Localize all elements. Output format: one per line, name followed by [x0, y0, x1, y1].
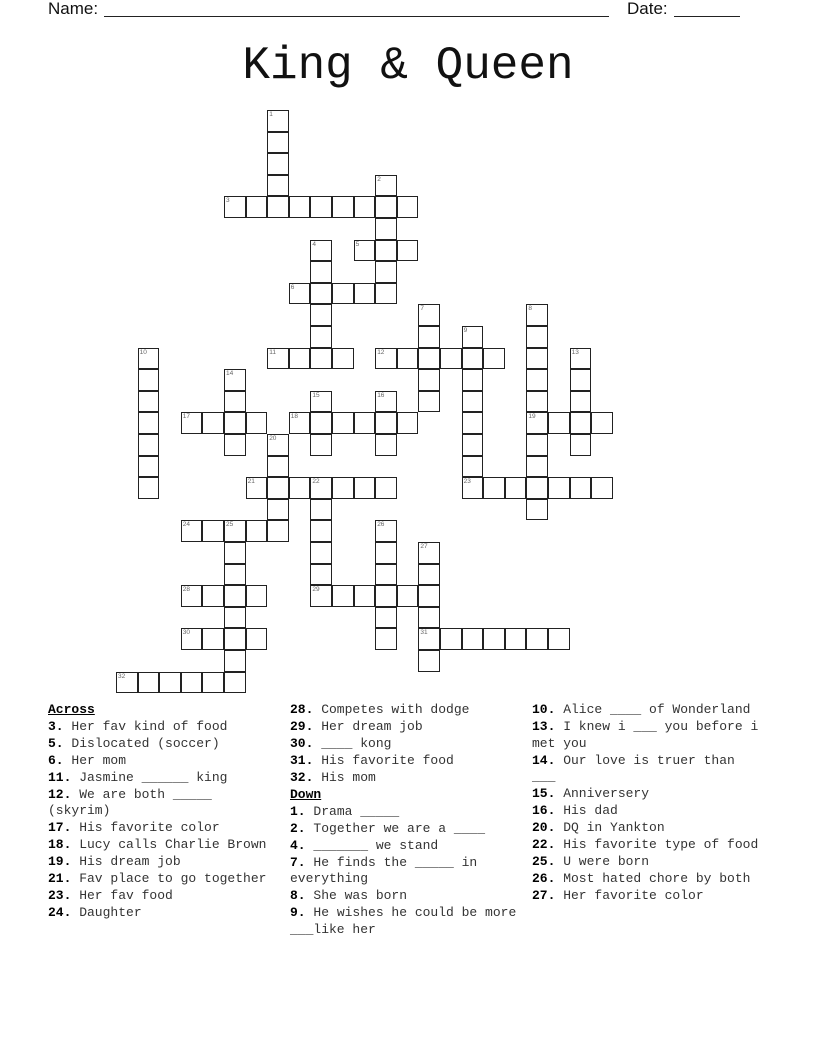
- grid-cell[interactable]: [375, 175, 397, 197]
- grid-cell[interactable]: [526, 348, 548, 370]
- clue-number: 29.: [290, 719, 314, 734]
- grid-cell[interactable]: [289, 348, 311, 370]
- grid-cell[interactable]: [570, 477, 592, 499]
- grid-cell[interactable]: [224, 672, 246, 694]
- grid-cell[interactable]: [224, 628, 246, 650]
- clue-number: 12: [377, 348, 385, 356]
- grid-cell[interactable]: [591, 412, 613, 434]
- grid-cell[interactable]: [224, 520, 246, 542]
- grid-cell[interactable]: [310, 261, 332, 283]
- grid-cell[interactable]: [332, 196, 354, 218]
- clue-number: 19.: [48, 854, 72, 869]
- grid-cell[interactable]: [570, 348, 592, 370]
- grid-cell[interactable]: [483, 348, 505, 370]
- grid-cell[interactable]: [505, 628, 527, 650]
- grid-cell[interactable]: [332, 283, 354, 305]
- grid-cell[interactable]: [418, 585, 440, 607]
- grid-cell[interactable]: [418, 564, 440, 586]
- grid-cell[interactable]: [375, 477, 397, 499]
- grid-cell[interactable]: [526, 369, 548, 391]
- grid-cell[interactable]: [224, 434, 246, 456]
- grid-cell[interactable]: [181, 585, 203, 607]
- grid-cell[interactable]: [354, 240, 376, 262]
- grid-cell[interactable]: [246, 585, 268, 607]
- clue-number: 13: [571, 348, 579, 356]
- clue-across-31: [290, 753, 522, 770]
- grid-cell[interactable]: [375, 628, 397, 650]
- clue-number: 31: [420, 629, 428, 637]
- clue-number: 11.: [48, 769, 72, 785]
- clue-number: 8: [528, 305, 533, 313]
- clue-number: 30.: [290, 736, 314, 751]
- grid-cell[interactable]: [332, 477, 354, 499]
- grid-cell[interactable]: [526, 499, 548, 521]
- grid-cell[interactable]: [224, 196, 246, 218]
- clue-across-12: [48, 787, 280, 820]
- clue-down-15: [532, 786, 764, 803]
- clue-number: 10: [139, 348, 147, 356]
- grid-cell[interactable]: [440, 628, 462, 650]
- clue-number: 19: [528, 413, 536, 421]
- clue-number: 18.: [48, 837, 72, 852]
- grid-cell[interactable]: [224, 607, 246, 629]
- clue-text: His favorite food: [313, 753, 454, 768]
- grid-cell[interactable]: [224, 542, 246, 564]
- clue-number: 4: [312, 240, 317, 248]
- clue-text: Her fav kind of food: [63, 718, 228, 734]
- clue-number: 24: [182, 521, 191, 529]
- grid-cell[interactable]: [418, 650, 440, 672]
- grid-cell[interactable]: [310, 283, 332, 305]
- grid-cell[interactable]: [354, 477, 376, 499]
- grid-cell[interactable]: [202, 585, 224, 607]
- clue-text: His favorite color: [71, 820, 220, 835]
- clue-text: He finds the _____ in everything: [290, 854, 478, 886]
- clue-number: 27: [420, 543, 428, 550]
- grid-cell[interactable]: [354, 585, 376, 607]
- clue-number: 1: [269, 111, 273, 118]
- clue-number: 30: [182, 629, 191, 637]
- grid-cell[interactable]: [548, 412, 570, 434]
- grid-cell[interactable]: [526, 434, 548, 456]
- grid-cell[interactable]: [267, 196, 289, 218]
- grid-cell[interactable]: [354, 283, 376, 305]
- clue-number: 21: [247, 478, 255, 486]
- grid-cell[interactable]: [202, 672, 224, 694]
- clues-column-2: [290, 702, 522, 939]
- grid-cell[interactable]: [246, 412, 268, 434]
- grid-cell[interactable]: [138, 672, 160, 694]
- grid-cell[interactable]: [310, 391, 332, 413]
- grid-cell[interactable]: [267, 132, 289, 154]
- clue-text: His favorite type of food: [555, 837, 759, 852]
- grid-cell[interactable]: [246, 520, 268, 542]
- clue-text: ____ kong: [313, 736, 392, 751]
- clue-number: 9.: [290, 905, 306, 920]
- grid-cell[interactable]: [462, 456, 484, 478]
- grid-cell[interactable]: [310, 542, 332, 564]
- clue-number: 16.: [532, 803, 556, 818]
- grid-cell[interactable]: [310, 499, 332, 521]
- clue-number: 13.: [532, 719, 556, 734]
- down-heading: Down: [290, 787, 322, 802]
- grid-cell[interactable]: [246, 477, 268, 499]
- clue-down-8: [290, 888, 522, 905]
- clue-text: Alice ____ of Wonderland: [555, 702, 751, 717]
- clue-number: 25: [226, 521, 234, 529]
- clue-number: 28: [182, 586, 191, 594]
- grid-cell[interactable]: [310, 304, 332, 326]
- clue-number: 6: [290, 283, 295, 291]
- clue-across-5: [48, 736, 280, 753]
- clue-number: 21.: [48, 871, 72, 886]
- grid-cell[interactable]: [462, 412, 484, 434]
- grid-cell[interactable]: [375, 412, 397, 434]
- grid-cell[interactable]: [138, 434, 160, 456]
- grid-cell[interactable]: [375, 283, 397, 305]
- grid-cell[interactable]: [375, 218, 397, 240]
- grid-cell[interactable]: [483, 628, 505, 650]
- grid-cell[interactable]: [138, 391, 160, 413]
- clues-column-3: [532, 702, 764, 905]
- grid-cell[interactable]: [375, 348, 397, 370]
- grid-cell[interactable]: [159, 672, 181, 694]
- grid-cell[interactable]: [354, 196, 376, 218]
- grid-cell[interactable]: [267, 175, 289, 197]
- clue-down-16: [532, 803, 764, 820]
- grid-cell[interactable]: [224, 369, 246, 391]
- clue-down-25: [532, 854, 764, 871]
- grid-cell[interactable]: [505, 477, 527, 499]
- clue-across-30: [290, 736, 522, 753]
- grid-cell[interactable]: [138, 456, 160, 478]
- clue-number: 9: [463, 327, 468, 334]
- crossword-grid: [116, 110, 636, 700]
- clue-across-23: [48, 888, 280, 905]
- clue-across-29: [290, 719, 522, 736]
- grid-cell[interactable]: [310, 412, 332, 434]
- clue-down-10: [532, 702, 764, 719]
- grid-cell[interactable]: [224, 585, 246, 607]
- grid-cell[interactable]: [570, 434, 592, 456]
- grid-cell[interactable]: [418, 628, 440, 650]
- grid-cell[interactable]: [526, 456, 548, 478]
- clue-text: Our love is truer than ___: [532, 752, 735, 784]
- clue-number: 14.: [532, 752, 556, 768]
- clue-number: 32.: [290, 770, 314, 785]
- clue-across-3: [48, 719, 280, 736]
- clue-number: 20.: [532, 820, 556, 835]
- grid-cell[interactable]: [397, 196, 419, 218]
- grid-cell[interactable]: [591, 477, 613, 499]
- grid-cell[interactable]: [462, 477, 484, 499]
- grid-cell[interactable]: [310, 196, 332, 218]
- clue-number: 6.: [48, 752, 64, 768]
- clue-text: Drama _____: [305, 803, 400, 819]
- grid-cell[interactable]: [440, 348, 462, 370]
- clue-number: 10.: [532, 702, 556, 717]
- clue-across-19: [48, 854, 280, 871]
- grid-cell[interactable]: [332, 348, 354, 370]
- clue-number: 8.: [290, 888, 306, 903]
- grid-cell[interactable]: [418, 304, 440, 326]
- clue-across-28: [290, 702, 522, 719]
- across-heading: Across: [48, 702, 95, 717]
- clue-number: 18: [290, 413, 299, 421]
- clue-down-4: [290, 838, 522, 855]
- clue-number: 3.: [48, 718, 64, 734]
- grid-cell[interactable]: [570, 369, 592, 391]
- grid-cell[interactable]: [310, 564, 332, 586]
- grid-cell[interactable]: [462, 369, 484, 391]
- grid-cell[interactable]: [375, 196, 397, 218]
- grid-cell[interactable]: [397, 412, 419, 434]
- page-title: King & Queen: [242, 40, 574, 92]
- grid-cell[interactable]: [138, 348, 160, 370]
- clue-number: 26: [377, 521, 385, 529]
- clue-text: Her mom: [63, 752, 127, 768]
- clue-down-9: [290, 905, 522, 938]
- clue-number: 5.: [48, 735, 64, 751]
- clue-number: 17: [182, 413, 191, 421]
- grid-cell[interactable]: [181, 672, 203, 694]
- grid-cell[interactable]: [310, 326, 332, 348]
- grid-cell[interactable]: [224, 391, 246, 413]
- grid-cell[interactable]: [267, 434, 289, 456]
- clue-text: Daughter: [71, 905, 142, 920]
- grid-cell[interactable]: [397, 240, 419, 262]
- grid-cell[interactable]: [375, 585, 397, 607]
- grid-cell[interactable]: [526, 391, 548, 413]
- clue-across-24: [48, 905, 280, 922]
- clue-down-27: [532, 888, 764, 905]
- clue-text: Lucy calls Charlie Brown: [71, 837, 267, 852]
- date-field[interactable]: [674, 0, 740, 17]
- clue-text: Jasmine ______ king: [71, 769, 228, 785]
- grid-cell[interactable]: [289, 196, 311, 218]
- clue-number: 4.: [290, 837, 306, 853]
- grid-cell[interactable]: [375, 542, 397, 564]
- clue-number: 16: [377, 391, 385, 399]
- clue-number: 31.: [290, 753, 314, 768]
- clue-across-11: [48, 770, 280, 787]
- clue-down-2: [290, 821, 522, 838]
- clue-across-32: [290, 770, 522, 787]
- clue-number: 32: [118, 672, 126, 680]
- clues-column-1: [48, 702, 280, 922]
- grid-cell[interactable]: [354, 412, 376, 434]
- clue-number: 22: [312, 478, 320, 486]
- name-field[interactable]: [104, 0, 609, 17]
- clue-number: 22.: [532, 837, 556, 852]
- clue-text: We are both _____ (skyrim): [48, 786, 212, 818]
- clue-text: She was born: [305, 888, 408, 903]
- grid-cell[interactable]: [202, 412, 224, 434]
- name-label: Name:: [48, 0, 99, 18]
- clue-text: DQ in Yankton: [555, 820, 665, 835]
- grid-cell[interactable]: [267, 477, 289, 499]
- clue-text: _______ we stand: [305, 837, 439, 853]
- clue-number: 11: [269, 348, 276, 356]
- date-label: Date:: [627, 0, 668, 18]
- clue-number: 24.: [48, 905, 72, 920]
- clue-number: 12.: [48, 786, 72, 802]
- grid-cell[interactable]: [310, 520, 332, 542]
- grid-cell[interactable]: [289, 477, 311, 499]
- grid-cell[interactable]: [246, 196, 268, 218]
- grid-cell[interactable]: [526, 628, 548, 650]
- clue-text: Her favorite color: [555, 888, 704, 903]
- grid-cell[interactable]: [397, 348, 419, 370]
- clue-text: Together we are a ____: [305, 820, 486, 836]
- grid-cell[interactable]: [202, 520, 224, 542]
- grid-cell[interactable]: [397, 585, 419, 607]
- clue-number: 26.: [532, 871, 556, 886]
- grid-cell[interactable]: [375, 520, 397, 542]
- grid-cell[interactable]: [138, 369, 160, 391]
- clue-text: He wishes he could be more ___like her: [290, 905, 517, 937]
- clue-text: U were born: [555, 854, 650, 869]
- clue-number: 27.: [532, 888, 556, 903]
- worksheet-header: [48, 0, 748, 20]
- clue-number: 20: [269, 435, 277, 442]
- grid-cell[interactable]: [418, 542, 440, 564]
- grid-cell[interactable]: [332, 585, 354, 607]
- clue-text: His dad: [555, 803, 618, 818]
- clue-text: Competes with dodge: [313, 702, 470, 717]
- clue-text: Her fav food: [71, 888, 173, 903]
- clue-text: His mom: [313, 770, 376, 785]
- grid-cell[interactable]: [310, 240, 332, 262]
- clue-down-20: [532, 820, 764, 837]
- grid-cell[interactable]: [138, 412, 160, 434]
- grid-cell[interactable]: [375, 261, 397, 283]
- grid-cell[interactable]: [548, 477, 570, 499]
- grid-cell[interactable]: [181, 520, 203, 542]
- clue-down-22: [532, 837, 764, 854]
- grid-cell[interactable]: [462, 628, 484, 650]
- grid-cell[interactable]: [310, 585, 332, 607]
- grid-cell[interactable]: [375, 434, 397, 456]
- grid-cell[interactable]: [246, 628, 268, 650]
- clue-text: Anniversery: [555, 786, 650, 801]
- grid-cell[interactable]: [267, 153, 289, 175]
- clue-number: 29: [312, 586, 320, 594]
- grid-cell[interactable]: [526, 412, 548, 434]
- grid-cell[interactable]: [375, 607, 397, 629]
- grid-cell[interactable]: [462, 326, 484, 348]
- grid-cell[interactable]: [267, 348, 289, 370]
- grid-cell[interactable]: [267, 456, 289, 478]
- clue-text: Dislocated (soccer): [63, 735, 220, 751]
- clue-number: 23.: [48, 888, 72, 903]
- grid-cell[interactable]: [418, 326, 440, 348]
- grid-cell[interactable]: [375, 391, 397, 413]
- clue-down-7: [290, 855, 522, 888]
- grid-cell[interactable]: [483, 477, 505, 499]
- clue-down-1: [290, 804, 522, 821]
- grid-cell[interactable]: [526, 326, 548, 348]
- grid-cell[interactable]: [116, 672, 138, 694]
- grid-cell[interactable]: [202, 628, 224, 650]
- grid-cell[interactable]: [224, 412, 246, 434]
- clue-number: 7.: [290, 854, 306, 870]
- clue-text: His dream job: [71, 854, 181, 869]
- clue-down-14: [532, 753, 764, 786]
- clue-number: 2: [377, 175, 381, 183]
- clue-text: Fav place to go together: [71, 871, 267, 886]
- clue-text: I knew i ___ you before i met you: [532, 719, 759, 751]
- grid-cell[interactable]: [310, 434, 332, 456]
- grid-cell[interactable]: [526, 304, 548, 326]
- clue-across-17: [48, 820, 280, 837]
- clue-number: 25.: [532, 854, 556, 869]
- grid-cell[interactable]: [332, 412, 354, 434]
- clue-number: 5: [355, 240, 360, 248]
- grid-cell[interactable]: [570, 391, 592, 413]
- grid-cell[interactable]: [267, 110, 289, 132]
- grid-cell[interactable]: [418, 607, 440, 629]
- grid-cell[interactable]: [418, 369, 440, 391]
- grid-cell[interactable]: [310, 348, 332, 370]
- clue-number: 15.: [532, 786, 556, 801]
- clue-number: 28.: [290, 702, 314, 717]
- grid-cell[interactable]: [375, 240, 397, 262]
- grid-cell[interactable]: [462, 348, 484, 370]
- grid-cell[interactable]: [375, 564, 397, 586]
- clue-across-18: [48, 837, 280, 854]
- clue-across-6: [48, 753, 280, 770]
- grid-cell[interactable]: [289, 412, 311, 434]
- clue-number: 17.: [48, 820, 72, 835]
- clue-number: 2.: [290, 820, 306, 836]
- clue-number: 23: [463, 478, 471, 486]
- grid-cell[interactable]: [224, 564, 246, 586]
- grid-cell[interactable]: [181, 412, 203, 434]
- grid-cell[interactable]: [418, 391, 440, 413]
- clue-number: 7: [420, 305, 425, 313]
- grid-cell[interactable]: [138, 477, 160, 499]
- grid-cell[interactable]: [224, 650, 246, 672]
- grid-cell[interactable]: [462, 391, 484, 413]
- grid-cell[interactable]: [181, 628, 203, 650]
- clue-number: 15: [312, 391, 320, 399]
- grid-cell[interactable]: [418, 348, 440, 370]
- clue-down-13: [532, 719, 764, 752]
- grid-cell[interactable]: [570, 412, 592, 434]
- grid-cell[interactable]: [526, 477, 548, 499]
- clue-number: 3: [226, 197, 230, 205]
- clue-down-26: [532, 871, 764, 888]
- grid-cell[interactable]: [310, 477, 332, 499]
- grid-cell[interactable]: [267, 499, 289, 521]
- grid-cell[interactable]: [289, 283, 311, 305]
- grid-cell[interactable]: [548, 628, 570, 650]
- clue-number: 14: [226, 370, 234, 378]
- clue-number: 1.: [290, 803, 306, 819]
- grid-cell[interactable]: [462, 434, 484, 456]
- clue-across-21: [48, 871, 280, 888]
- grid-cell[interactable]: [267, 520, 289, 542]
- clue-text: Most hated chore by both: [555, 871, 751, 886]
- clue-text: Her dream job: [313, 719, 423, 734]
